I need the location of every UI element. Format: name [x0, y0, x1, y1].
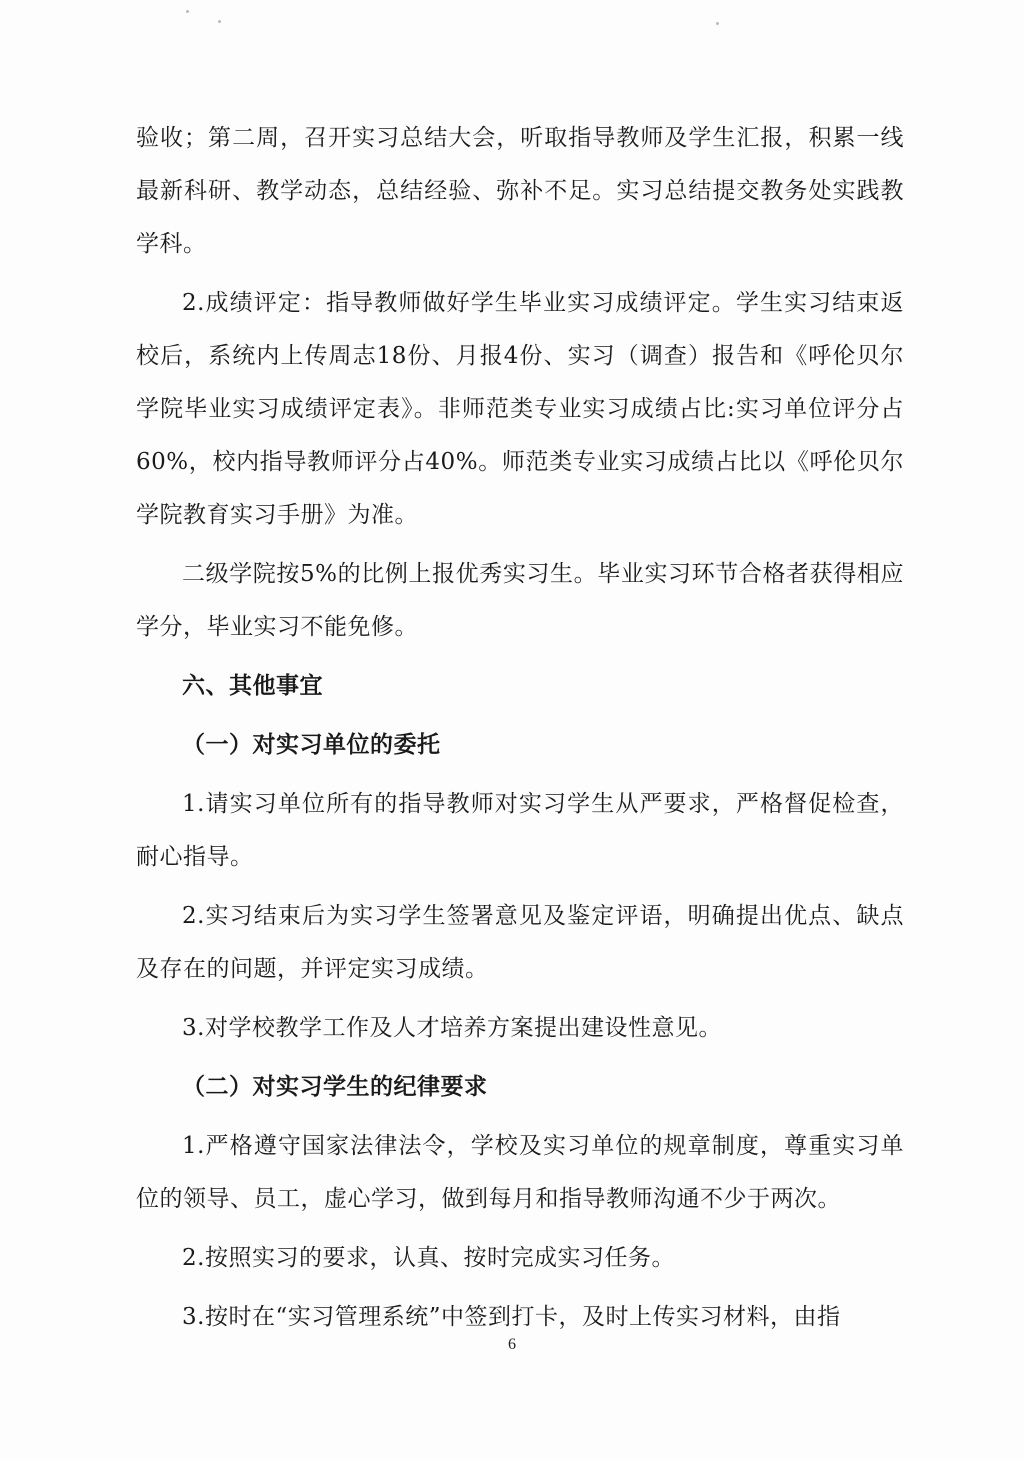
scan-speck: [218, 20, 221, 23]
paragraph: 2.按照实习的要求，认真、按时完成实习任务。: [182, 1245, 675, 1271]
page-number: 6: [508, 1336, 516, 1353]
document-body: [136, 112, 904, 1344]
subsection-heading: （二）对实习学生的纪律要求: [182, 1074, 488, 1100]
paragraph: 2.实习结束后为实习学生签署意见及鉴定评语，明确提出优点、缺点及存在的问题，并评定实习成绩。: [136, 903, 904, 982]
paragraph: 1.严格遵守国家法律法令，学校及实习单位的规章制度，尊重实习单位的领导、员工，虚心学习，做到每月和指导教师沟通不少于两次。: [136, 1133, 904, 1212]
paragraph: 3.按时在“实习管理系统”中签到打卡，及时上传实习材料，由指: [182, 1304, 841, 1330]
scan-speck: [716, 22, 719, 25]
subsection-heading: （一）对实习单位的委托: [182, 732, 441, 758]
paragraph: 2.成绩评定：指导教师做好学生毕业实习成绩评定。学生实习结束返校后，系统内上传周志18份、月报4份、实习（调查）报告和《呼伦贝尔学院毕业实习成绩评定表》。非师范类专业实习成绩占比:实习单位评分占60%，校内指导教师评分占40%。师范类专业实习成绩占比以《呼伦贝尔学院教育实习手册》为准。: [136, 290, 904, 528]
paragraph: 3.对学校教学工作及人才培养方案提出建设性意见。: [182, 1015, 722, 1041]
paragraph: 二级学院按5%的比例上报优秀实习生。毕业实习环节合格者获得相应学分，毕业实习不能免修。: [136, 561, 904, 640]
paragraph: 1.请实习单位所有的指导教师对实习学生从严要求，严格督促检查，耐心指导。: [136, 791, 904, 870]
section-heading: 六、其他事宜: [182, 673, 323, 699]
scan-speck: [186, 10, 189, 13]
paragraph: 验收；第二周，召开实习总结大会，听取指导教师及学生汇报，积累一线最新科研、教学动态，总结经验、弥补不足。实习总结提交教务处实践教学科。: [136, 125, 904, 257]
